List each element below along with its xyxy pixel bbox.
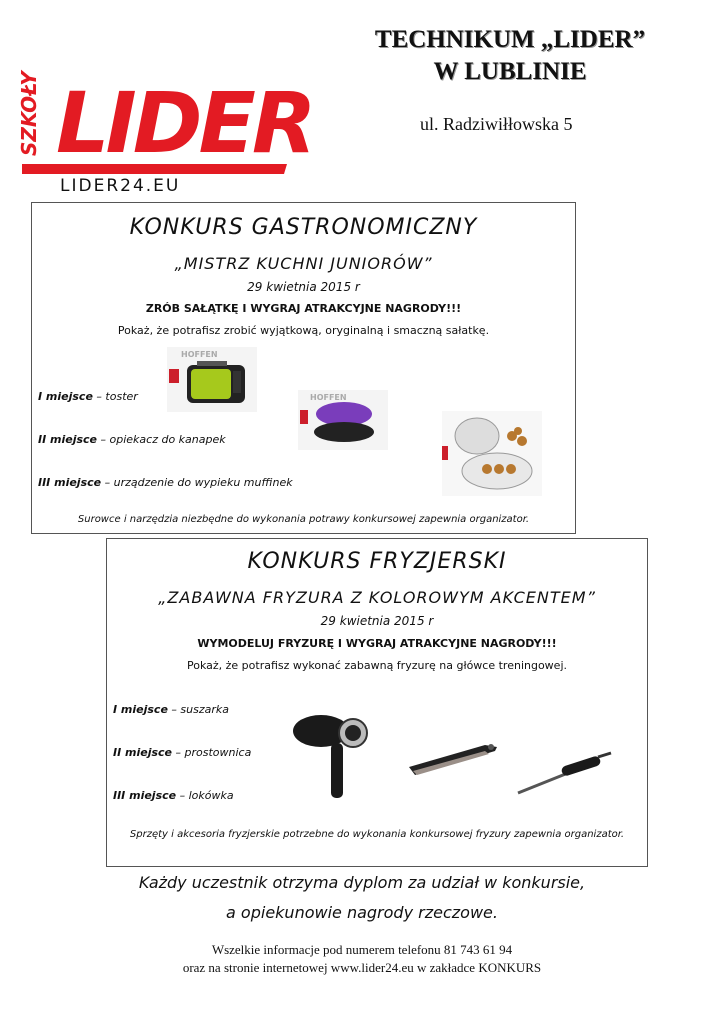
- info-line-2: oraz na stronie internetowej www.lider24.eu w zakładce KONKURS: [182, 960, 542, 975]
- logo-word: LIDER: [56, 74, 313, 172]
- closing-line-2: a opiekunowie nagrody rzeczowe.: [226, 903, 498, 922]
- brand-label: HOFFEN: [181, 350, 218, 359]
- prize-place: III miejsce: [38, 476, 102, 489]
- contest-description: Pokaż, że potrafisz wykonać zabawną fryzurę na główce treningowej.: [186, 659, 567, 672]
- school-title: [330, 24, 690, 88]
- contest-date: 29 kwietnia 2015 r: [247, 280, 360, 294]
- school-title-line2: W LUBLINIE: [433, 58, 587, 85]
- prize-2: [113, 746, 251, 759]
- school-logo: [17, 52, 313, 202]
- prize-3: [113, 789, 234, 802]
- school-title-line1: TECHNIKUM „LIDER”: [374, 26, 646, 53]
- prize-place: III miejsce: [113, 789, 177, 802]
- sandwich-maker-image: [298, 390, 388, 450]
- logo-url: LIDER24.EU: [60, 176, 181, 196]
- prize-item: – urządzenie do wypieku muffinek: [104, 476, 293, 489]
- muffin-maker-image: [442, 411, 542, 496]
- contest-description: Pokaż, że potrafisz zrobić wyjątkową, oryginalną i smaczną sałatkę.: [117, 324, 490, 337]
- prize-item: – opiekacz do kanapek: [100, 433, 226, 446]
- prize-item: – toster: [96, 390, 138, 403]
- contest-subtitle: „ZABAWNA FRYZURA Z KOLOROWYM AKCENTEM”: [158, 588, 596, 607]
- closing-line-1: Każdy uczestnik otrzyma dyplom za udział w konkursie,: [138, 873, 586, 892]
- contest-cta: WYMODELUJ FRYZURĘ I WYGRAJ ATRAKCYJNE NAGRODY!!!: [197, 637, 557, 650]
- contest-cta: ZRÓB SAŁĄTKĘ I WYGRAJ ATRAKCYJNE NAGRODY!!!: [145, 302, 462, 315]
- school-address: ul. Radziwiłłowska 5: [420, 114, 573, 134]
- hair-straightener-image: [405, 737, 500, 782]
- hairdressing-contest-box: [106, 538, 648, 867]
- brand-label: HOFFEN: [310, 393, 347, 402]
- logo-vertical-text: SZKOŁY: [17, 71, 41, 156]
- prize-item: – lokówka: [179, 789, 234, 802]
- lider-logo-graphic: [17, 52, 313, 177]
- contest-footer: Surowce i narzędzia niezbędne do wykonania potrawy konkursowej zapewnia organizator.: [77, 514, 530, 525]
- contest-title: KONKURS FRYZJERSKI: [247, 549, 507, 574]
- contest-footer: Sprzęty i akcesoria fryzjerskie potrzebne do wykonania konkursowej fryzury zapewnia organizator.: [129, 829, 625, 840]
- toaster-image: [167, 347, 257, 412]
- prize-place: II miejsce: [38, 433, 98, 446]
- contest-date: 29 kwietnia 2015 r: [320, 614, 434, 628]
- prize-3: [38, 476, 293, 489]
- prize-place: I miejsce: [113, 703, 168, 716]
- prize-1: [113, 703, 229, 716]
- prize-place: I miejsce: [38, 390, 93, 403]
- contest-subtitle: „MISTRZ KUCHNI JUNIORÓW”: [174, 254, 433, 273]
- curling-iron-image: [513, 749, 613, 799]
- prize-2: [38, 433, 226, 446]
- contest-title: KONKURS GASTRONOMICZNY: [129, 215, 478, 240]
- gastronomy-contest-box: [31, 202, 576, 534]
- hair-dryer-image: [291, 709, 371, 804]
- prize-place: II miejsce: [113, 746, 173, 759]
- prize-item: – prostownica: [175, 746, 252, 759]
- prize-1: [38, 390, 138, 403]
- info-line-1: Wszelkie informacje pod numerem telefonu 81 743 61 94: [211, 942, 513, 957]
- prize-item: – suszarka: [171, 703, 229, 716]
